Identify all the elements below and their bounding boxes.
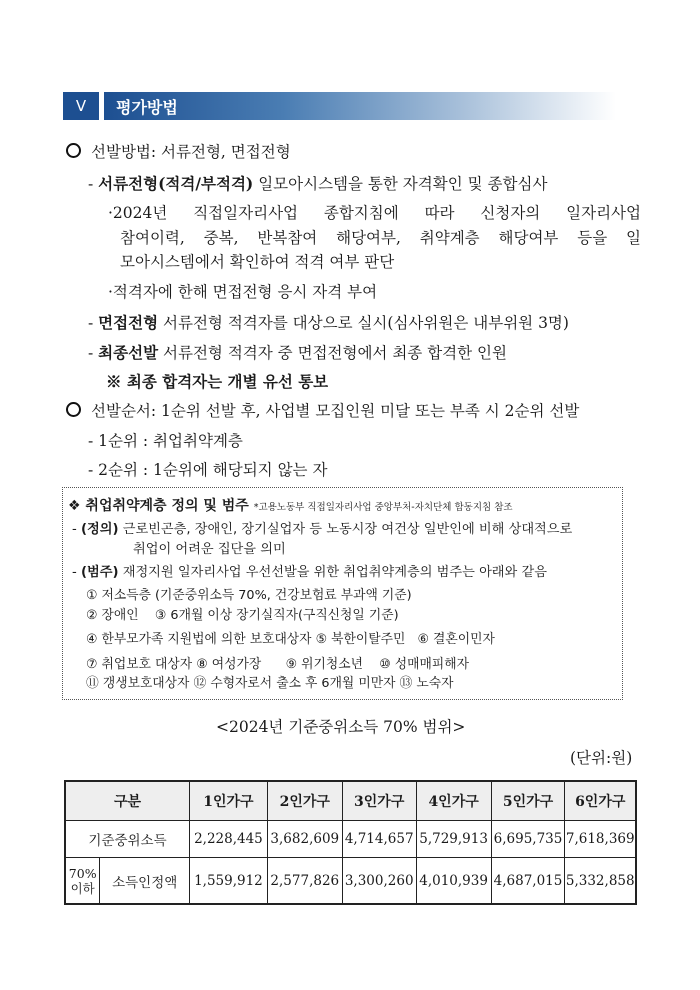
definition-line-1: 근로빈곤층, 장애인, 장기실업자 등 노동시장 여건상 일반인에 비해 상대적으로 [122, 522, 573, 537]
header-4-person: 4인가구 [416, 781, 491, 821]
category-label: (범주) [80, 565, 119, 580]
section-title: 평가방법 [104, 92, 616, 120]
cell: 2,577,826 [267, 858, 342, 905]
infobox-title-text: ❖ 취업취약계층 정의 및 범주 [68, 498, 249, 514]
priority-2: - 2순위 : 1순위에 해당되지 않는 자 [88, 461, 328, 479]
header-category: 구분 [65, 781, 190, 821]
final-selection-label: 최종선발 [98, 343, 159, 362]
selection-order-heading-text: 선발순서: 1순위 선발 후, 사업별 모집인원 미달 또는 부족 시 2순위 선발 [91, 402, 580, 420]
header-5-person: 5인가구 [491, 781, 565, 821]
cell: 2,228,445 [190, 821, 268, 858]
category-item-line-2: ② 장애인 ③ 6개월 이상 장기실직자(구직신청일 기준) [86, 608, 399, 623]
sub-point-1-line-3: 모아시스템에서 확인하여 적격 여부 판단 [120, 253, 395, 271]
definition-row: - (정의) 근로빈곤층, 장애인, 장기실업자 등 노동시장 여건상 일반인에 비해 상대적으로 [72, 522, 573, 537]
selection-method-heading-text: 선발방법: 서류전형, 면접전형 [91, 143, 291, 161]
selection-order-heading [66, 401, 579, 421]
priority-1: - 1순위 : 취업취약계층 [88, 432, 243, 450]
cell: 4,687,015 [491, 858, 565, 905]
sub-point-1-line-1: ·2024년 직접일자리사업 종합지침에 따라 신청자의 일자리사업 [108, 204, 641, 222]
cell: 3,682,609 [267, 821, 342, 858]
category-item-line-4: ⑦ 취업보호 대상자 ⑧ 여성가장 ⑨ 위기청소년 ⑩ 성매매피해자 [86, 657, 469, 672]
table-unit: (단위:원) [570, 749, 633, 767]
group-line-2: 이하 [70, 880, 95, 896]
header-6-person: 6인가구 [565, 781, 636, 821]
interview-label: 면접전형 [98, 313, 159, 332]
cell: 3,300,260 [342, 858, 416, 905]
table-caption: <2024년 기준중위소득 70% 범위> [216, 718, 466, 736]
document-screening-item: - 서류전형(적격/부적격) 일모아시스템을 통한 자격확인 및 종합심사 [88, 174, 548, 193]
final-notice-note: ※ 최종 합격자는 개별 유선 통보 [106, 372, 329, 391]
definition-label: (정의) [80, 522, 119, 537]
cell: 4,010,939 [416, 858, 491, 905]
circle-bullet-icon [66, 143, 81, 158]
table-row [65, 821, 636, 858]
interview-text: 서류전형 적격자를 대상으로 실시(심사위원은 내부위원 3명) [158, 314, 569, 332]
group-line-1: 70% [68, 865, 97, 881]
cell: 5,729,913 [416, 821, 491, 858]
cell: 4,714,657 [342, 821, 416, 858]
interview-item: - 면접전형 서류전형 적격자를 대상으로 실시(심사위원은 내부위원 3명) [88, 313, 569, 332]
category-text: 재정지원 일자리사업 우선선발을 위한 취업취약계층의 범주는 아래와 같음 [122, 565, 547, 580]
median-income-table [64, 780, 637, 905]
cell: 1,559,912 [190, 858, 268, 905]
cell: 7,618,369 [565, 821, 636, 858]
infobox-title [68, 497, 513, 517]
sub-point-1 [108, 203, 641, 223]
circle-bullet-icon [66, 402, 81, 417]
sub-point-1-line-2: 참여이력, 중복, 반복참여 해당여부, 취약계층 해당여부 등을 일 [120, 229, 641, 247]
category-item-line-5: ⑪ 갱생보호대상자 ⑫ 수형자로서 출소 후 6개월 미만자 ⑬ 노숙자 [86, 676, 454, 691]
category-item-line-3: ④ 한부모가족 지원법에 의한 보호대상자 ⑤ 북한이탈주민 ⑥ 결혼이민자 [86, 632, 495, 647]
header-2-person: 2인가구 [267, 781, 342, 821]
section-number: Ⅴ [63, 92, 99, 120]
final-selection-text: 서류전형 적격자 중 면접전형에서 최종 합격한 인원 [158, 344, 508, 362]
sub-point-1-cont [120, 228, 641, 248]
sub-point-2: ·적격자에 한해 면접전형 응시 자격 부여 [108, 283, 378, 301]
final-selection-item: - 최종선발 서류전형 적격자 중 면접전형에서 최종 합격한 인원 [88, 343, 508, 362]
cell: 5,332,858 [565, 858, 636, 905]
header-3-person: 3인가구 [342, 781, 416, 821]
infobox-title-note: *고용노동부 직접일자리사업 중앙부처-자치단체 합동지침 참조 [253, 502, 513, 513]
document-screening-label: 서류전형(적격/부적격) [98, 174, 254, 193]
document-screening-text: 일모아시스템을 통한 자격확인 및 종합심사 [253, 175, 548, 193]
table-row [65, 858, 636, 905]
row-group-70-percent [65, 858, 100, 905]
row-label-recognized-income: 소득인정액 [100, 858, 190, 905]
cell: 6,695,735 [491, 821, 565, 858]
table-header-row [65, 781, 636, 821]
row-label-median-income: 기준중위소득 [65, 821, 190, 858]
category-row: - (범주) 재정지원 일자리사업 우선선발을 위한 취업취약계층의 범주는 아래와 같음 [72, 565, 547, 580]
definition-line-2: 취업이 어려운 집단을 의미 [133, 542, 286, 557]
category-item-line-1: ① 저소득층 (기준중위소득 70%, 건강보험료 부과액 기준) [86, 588, 412, 603]
header-1-person: 1인가구 [190, 781, 268, 821]
selection-method-heading [66, 142, 291, 162]
